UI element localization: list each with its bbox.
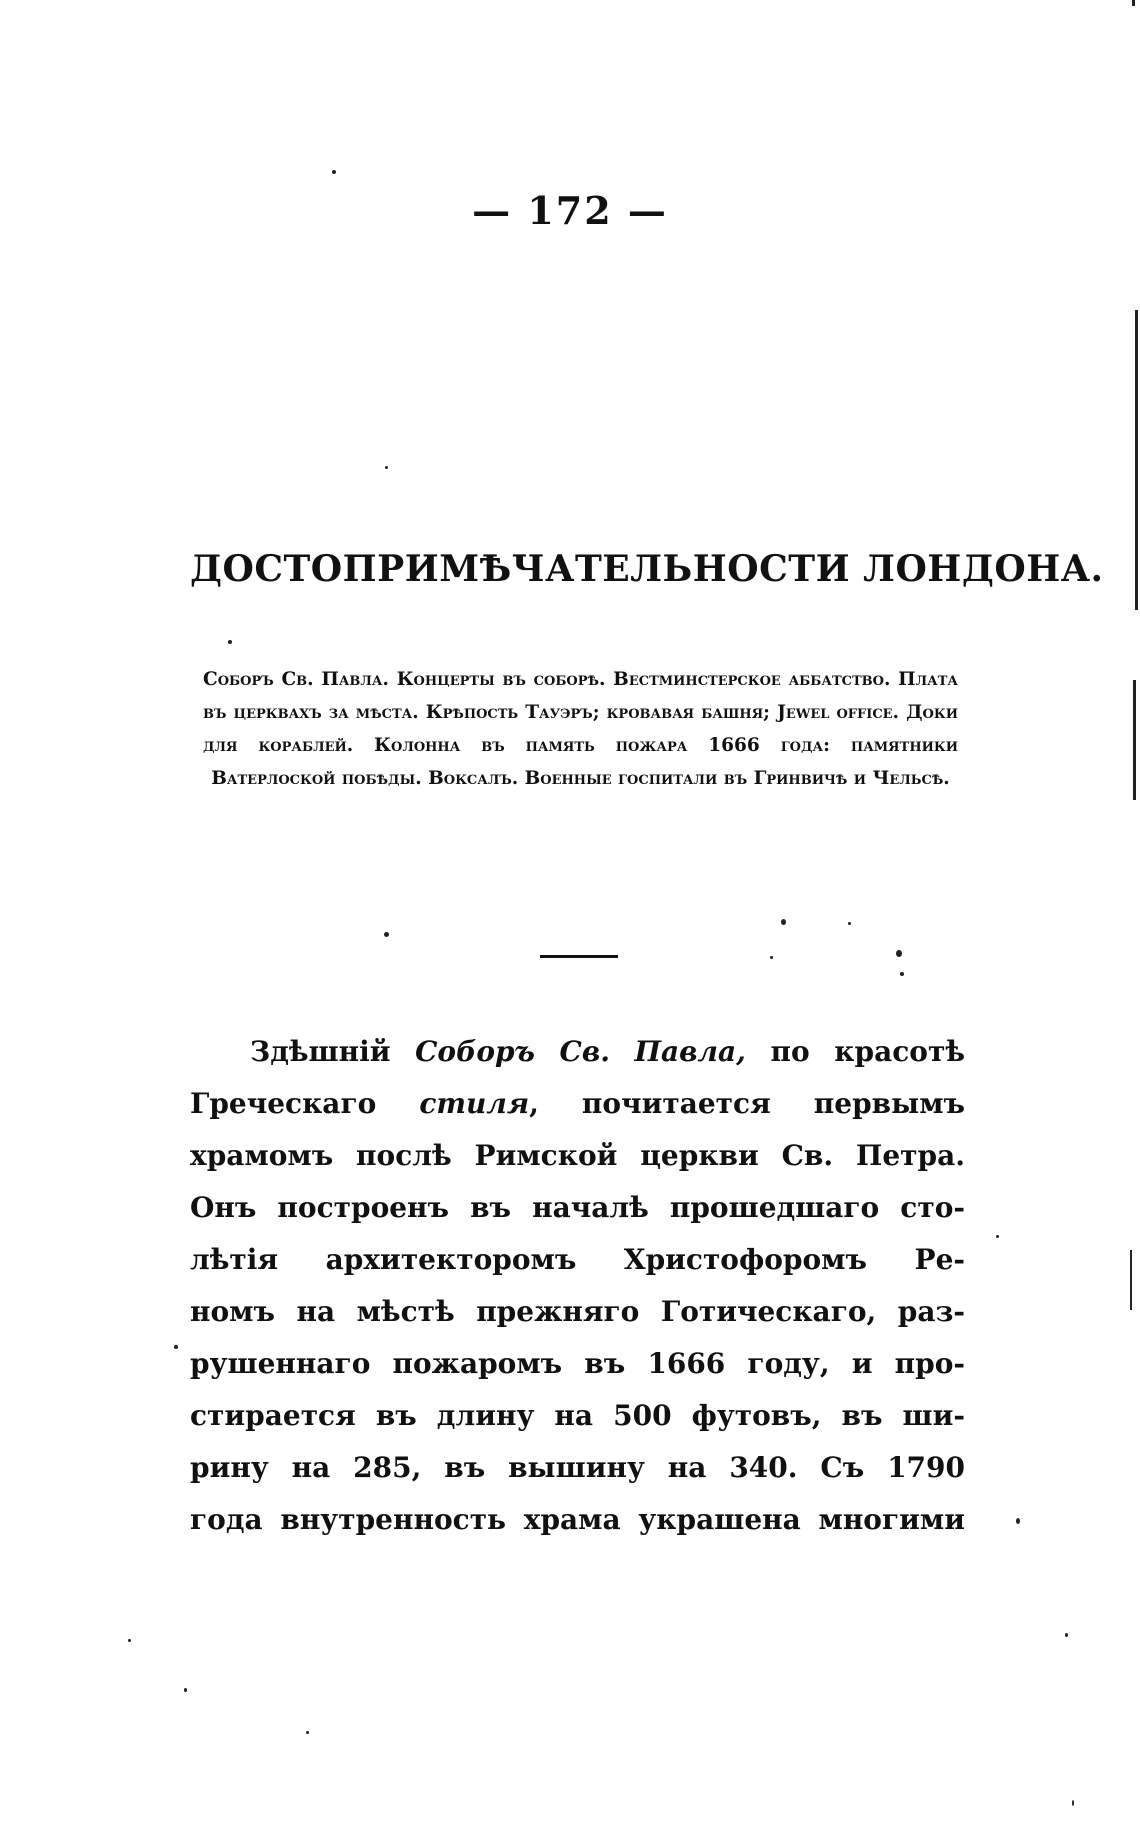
body-line: храмомъ послѣ Римской церкви Св. Петра. [190, 1139, 965, 1172]
scan-speck [174, 1345, 178, 1349]
scan-speck [332, 170, 336, 174]
scan-speck [184, 1688, 187, 1692]
body-line: Онъ построенъ въ началѣ прошедшаго сто- [190, 1191, 965, 1224]
scan-edge-mark [1132, 0, 1135, 6]
scan-speck [385, 466, 388, 469]
body-line: лѣтія архитекторомъ Христофоромъ Ре- [190, 1243, 965, 1276]
body-line: года внутренность храма украшена многими [190, 1503, 965, 1536]
body-text-run: по красотѣ [745, 1035, 966, 1068]
scan-speck [848, 922, 851, 925]
scan-edge-mark [1135, 310, 1138, 610]
scan-speck [781, 919, 786, 925]
scan-speck [770, 956, 773, 959]
scan-speck [1016, 1518, 1020, 1524]
chapter-summary: Соборъ Св. Павла. Концерты въ соборѣ. Вестминстерское аббатство. Плата въ церквахъ за мѣста. Крѣпость Тауэръ; кровавая башня; Jewel office. Доки для кораблей. Колонна въ память пожара 1666 года: памятники Ватерлоской побѣды. Воксалъ. Военные госпитали въ Гринвичѣ и Чельсѣ. [203, 669, 958, 789]
body-line: рушеннаго пожаромъ въ 1666 году, и про- [190, 1347, 965, 1380]
body-line [190, 1026, 965, 1078]
scan-speck [996, 1235, 999, 1238]
body-text-run: Греческаго [190, 1087, 420, 1120]
scan-speck [896, 950, 902, 957]
body-line [190, 1078, 965, 1130]
page-number: — 172 — [472, 188, 668, 233]
scan-edge-mark [1130, 1250, 1132, 1310]
body-text-run: Здѣшній [250, 1035, 416, 1068]
body-line: рину на 285, въ вышину на 340. Съ 1790 [190, 1451, 965, 1484]
body-line: стирается въ длину на 500 футовъ, въ ши- [190, 1399, 965, 1432]
scan-speck [900, 972, 904, 976]
scan-speck [306, 1731, 309, 1734]
section-divider-rule [540, 955, 618, 958]
body-line: номъ на мѣстѣ прежняго Готическаго, раз- [190, 1295, 965, 1328]
scan-edge-mark [1133, 680, 1136, 800]
body-text-run: , почитается первымъ [529, 1087, 966, 1120]
chapter-title: ДОСТОПРИМѢЧАТЕЛЬНОСТИ ЛОНДОНА. [190, 548, 1104, 590]
scan-speck [384, 932, 389, 937]
body-italic-run: стиля [419, 1087, 530, 1120]
scan-speck [1072, 1800, 1074, 1806]
scan-speck [1065, 1633, 1068, 1637]
scan-speck [128, 1639, 131, 1642]
body-italic-run: Соборъ Св. Павла, [415, 1035, 746, 1068]
scan-speck [228, 640, 232, 644]
body-paragraph [190, 1026, 965, 1546]
